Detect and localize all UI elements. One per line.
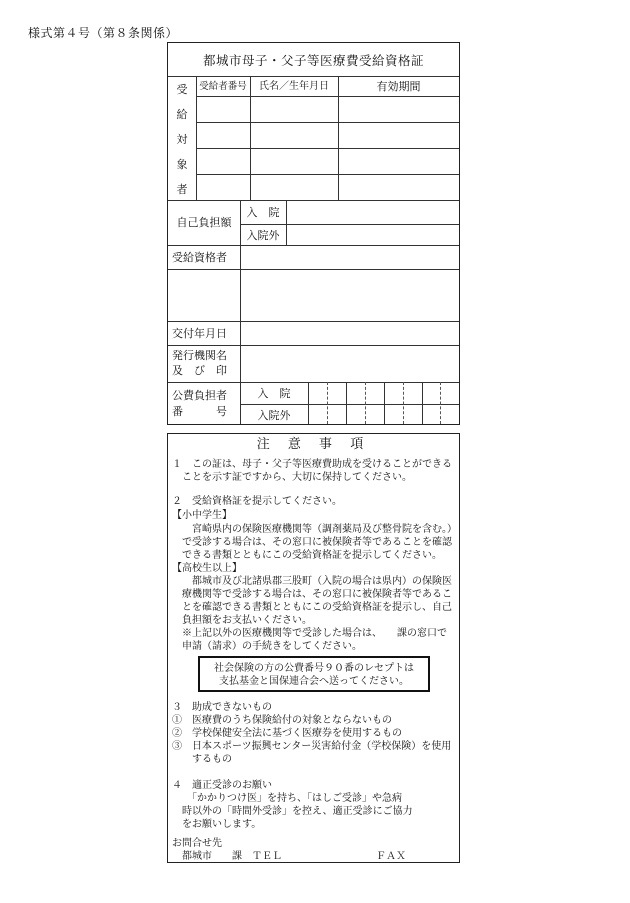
section4-line: 「かかりつけ医」を持ち、「はしご受診」や急病 <box>172 793 402 804</box>
beneficiary-label-char: 者 <box>176 183 188 196</box>
beneficiary-label-char: 対 <box>176 133 188 146</box>
notice-line: 【小中学生】 <box>172 510 232 521</box>
section3-line: ３ 助成できないもの <box>172 702 272 713</box>
certificate-title: 都城市母子・父子等医療費受給資格証 <box>202 53 424 68</box>
notice-line: ２ 受給資格証を提示してください。 <box>172 496 342 507</box>
payer-outpatient-label: 入院外 <box>257 409 291 422</box>
issuer-label-line2: 及 び 印 <box>172 364 227 377</box>
section4-line: 時以外の「時間外受診」を控え、適正受診にご協力 <box>172 806 413 817</box>
section4-line: をお願いします。 <box>172 819 262 830</box>
notice-line: 療機関等で受診する場合は、その窓口に被保険者等であるこ <box>172 589 452 600</box>
section3-line: ② 学校保健安全法に基づく医療券を使用するもの <box>172 728 402 739</box>
issue-date-label: 交付年月日 <box>172 327 227 340</box>
notice-line: 都城市及び北諸県郡三股町（入院の場合は県内）の保険医 <box>172 576 452 587</box>
payer-label-line2: 番 号 <box>172 405 227 418</box>
fax-label: ＦＡＸ <box>376 851 406 862</box>
notice-line: 申請（請求）の手続きをしてください。 <box>172 641 362 652</box>
copay-inpatient-label: 入 院 <box>246 206 280 219</box>
insurance-box-line1: 社会保険の方の公費番号９０番のレセプトは <box>214 663 414 674</box>
notice-line: 【高校生以上】 <box>172 563 242 574</box>
notice-line: ※上記以外の医療機関等で受診した場合は、 課の窓口で <box>172 628 447 639</box>
payer-inpatient-label: 入 院 <box>257 387 291 400</box>
beneficiary-label-char: 象 <box>176 158 188 171</box>
beneficiary-label-char: 受 <box>176 83 188 96</box>
col-header-validity: 有効期間 <box>376 80 421 93</box>
section3-line: ③ 日本スポーツ振興センター災害給付金（学校保険）を使用 <box>172 741 452 752</box>
col-header-name-dob: 氏名／生年月日 <box>259 81 329 92</box>
payer-label-line1: 公費負担者 <box>172 389 227 402</box>
copay-label: 自己負担額 <box>176 216 232 229</box>
insurance-box-line2: 支払基金と国保連合会へ送ってください。 <box>219 676 409 687</box>
eligibility-label: 受給資格者 <box>172 251 227 264</box>
issuer-label-line1: 発行機関名 <box>172 349 227 362</box>
notice-line: で受診する場合は、その窓口に被保険者等であることを確認 <box>172 537 452 548</box>
form-reference: 様式第４号（第８条関係） <box>28 26 179 40</box>
contact-line: 都城市 課 ＴＥＬ <box>172 851 282 862</box>
contact-label: お問合せ先 <box>172 838 222 849</box>
section3-line: ① 医療費のうち保険給付の対象とならないもの <box>172 715 392 726</box>
notice-line: ことを示す証ですから、大切に保持してください。 <box>172 472 412 483</box>
col-header-number: 受給者番号 <box>199 81 247 92</box>
copay-outpatient-label: 入院外 <box>246 229 280 242</box>
notice-box <box>167 433 460 863</box>
insurance-notice-box <box>198 656 430 692</box>
section4-line: ４ 適正受診のお願い <box>172 780 272 791</box>
beneficiary-label-char: 給 <box>176 108 188 121</box>
certificate-table <box>167 42 460 425</box>
notice-line: できる書類とともにこの受給資格証を提示してください。 <box>172 550 442 561</box>
section3-line: するもの <box>172 754 232 765</box>
notice-line: とを確認できる書類とともにこの受給資格証を提示し、自己 <box>172 602 452 613</box>
notice-line: 宮崎県内の保険医療機関等（調剤薬局及び整骨院を含む。） <box>172 524 457 535</box>
notice-line: １ この証は、母子・父子等医療費助成を受けることができる <box>172 459 452 470</box>
notice-title: 注 意 事 項 <box>256 437 371 452</box>
notice-line: 負担額をお支払いください。 <box>172 615 312 626</box>
